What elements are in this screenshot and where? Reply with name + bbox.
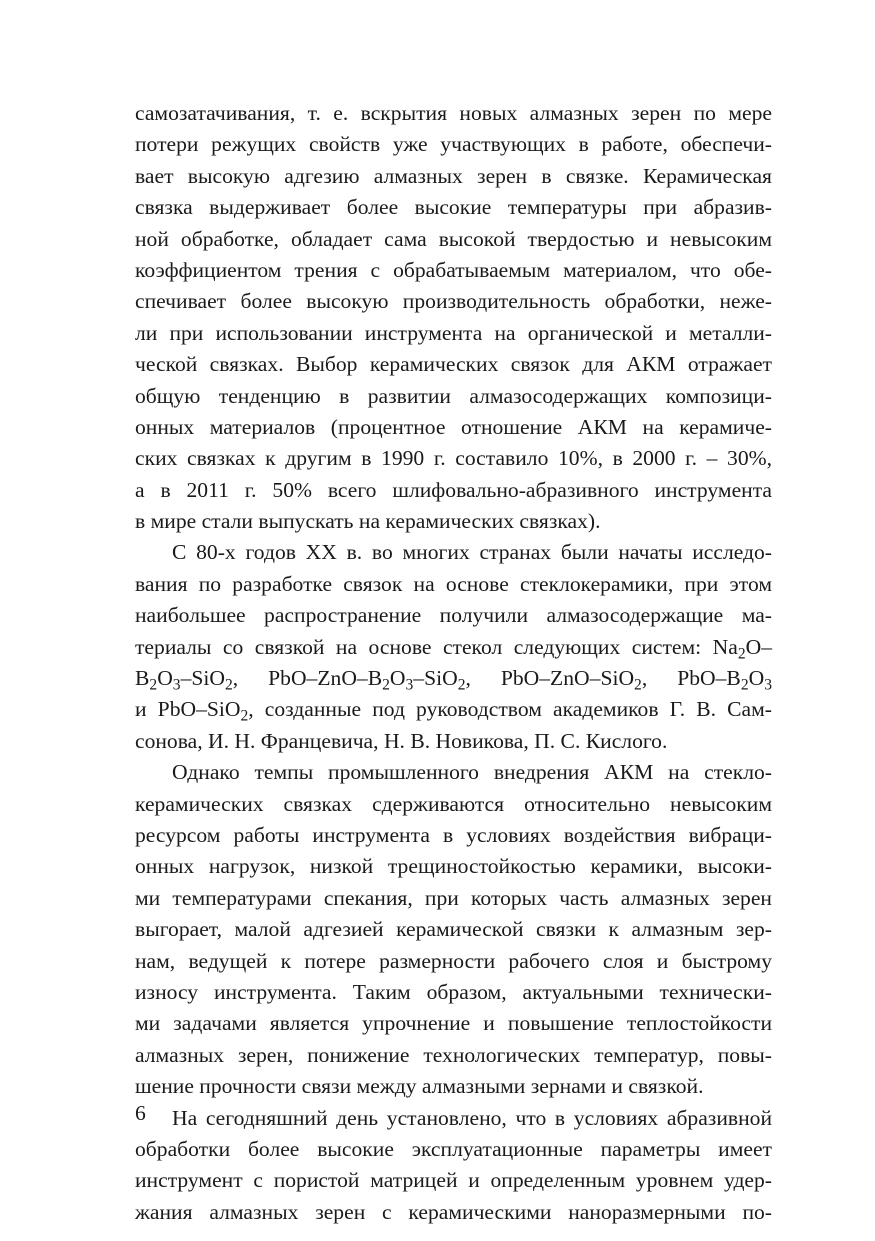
text-line: ной обработке, обладает сама высокой твердостью и невысоким — [135, 226, 772, 251]
text-line: Однако темпы промышленного внедрения АКМ на стекло- — [172, 760, 772, 785]
text-line: На сегодняшний день установлено, что в условиях абразивной — [172, 1105, 772, 1130]
text-line: самозатачивания, т. е. вскрытия новых алмазных зерен по мере — [135, 101, 772, 125]
text-line: ми задачами является упрочнение и повышение теплостойкости — [135, 1011, 772, 1036]
text-line: выгорает, малой адгезией керамической связки к алмазным зер- — [135, 917, 772, 942]
text-line: в мире стали выпускать на керамических связках). — [135, 509, 601, 534]
text-line: онных материалов (процентное отношение АКМ на керамиче- — [135, 414, 772, 439]
text-line: С 80-х годов XX в. во многих странах были начаты исследо- — [172, 540, 772, 565]
text-line: коэффициентом трения с обрабатываемым материалом, что обе- — [135, 257, 772, 282]
text-line: онных нагрузок, низкой трещиностойкостью керамики, высоки- — [135, 854, 772, 879]
text-line-formula: и PbO–SiO$_2$, созданные под руководством академиков Г. В. Сам- — [135, 697, 772, 725]
text-line: потери режущих свойств уже участвующих в работе, обеспечи- — [135, 132, 772, 157]
text-line: общую тенденцию в развитии алмазосодержащих композици- — [135, 383, 772, 408]
text-line: ли при использовании инструмента на органической и металли- — [135, 320, 772, 345]
text-line: вания по разработке связок на основе стеклокерамики, при этом — [135, 571, 772, 596]
paragraph-3 — [135, 757, 772, 1102]
text-line-formula: $B_2O_3-SiO_2$, PbO–$ZnO-B_2O_3-SiO_2$, PbO–ZnO–SiO$_2$, PbO–$B_2O_3$ — [135, 666, 772, 694]
text-line: спечивает более высокую производительность обработки, неже- — [135, 289, 772, 314]
text-line: шение прочности связи между алмазными зернами и связкой. — [135, 1074, 704, 1099]
text-line: алмазных зерен, понижение технологических температур, повы- — [135, 1042, 772, 1067]
text-line: керамических связках сдерживаются относительно невысоким — [135, 791, 772, 816]
text-line-formula: териалы со связкой на основе стекол следующих систем: $Na_2O-$ — [135, 634, 772, 662]
text-line: жания алмазных зерен с керамическими наноразмерными по- — [135, 1199, 772, 1224]
body-text — [135, 98, 772, 1228]
text-line: ресурсом работы инструмента в условиях воздействия вибраци- — [135, 822, 772, 847]
text-line: ми температурами спекания, при которых часть алмазных зерен — [135, 885, 772, 910]
text-line: ческой связках. Выбор керамических связок для АКМ отражает — [135, 352, 772, 377]
page-number: 6 — [135, 1101, 146, 1125]
text-line: обработки более высокие эксплуатационные параметры имеет — [135, 1136, 772, 1161]
text-line: сонова, И. Н. Францевича, Н. В. Новикова, П. С. Кислого. — [135, 728, 668, 753]
text-line: связка выдерживает более высокие температуры при абразив- — [135, 195, 772, 220]
text-line: ских связках к другим в 1990 г. составило 10%, в 2000 г. – 30%, — [135, 446, 772, 471]
paragraph-1 — [135, 98, 772, 537]
paragraph-2 — [135, 537, 772, 757]
text-line: наибольшее распространение получили алмазосодержащие ма- — [135, 603, 772, 628]
text-line: износу инструмента. Таким образом, актуальными технически- — [135, 979, 772, 1004]
text-line: вает высокую адгезию алмазных зерен в связке. Керамическая — [135, 163, 772, 188]
text-line: инструмент с пористой матрицей и определенным уровнем удер- — [135, 1168, 772, 1193]
text-line: а в 2011 г. 50% всего шлифовально-абразивного инструмента — [135, 477, 772, 502]
text-line: нам, ведущей к потере размерности рабочего слоя и быстрому — [135, 948, 772, 973]
paragraph-4 — [135, 1103, 772, 1229]
